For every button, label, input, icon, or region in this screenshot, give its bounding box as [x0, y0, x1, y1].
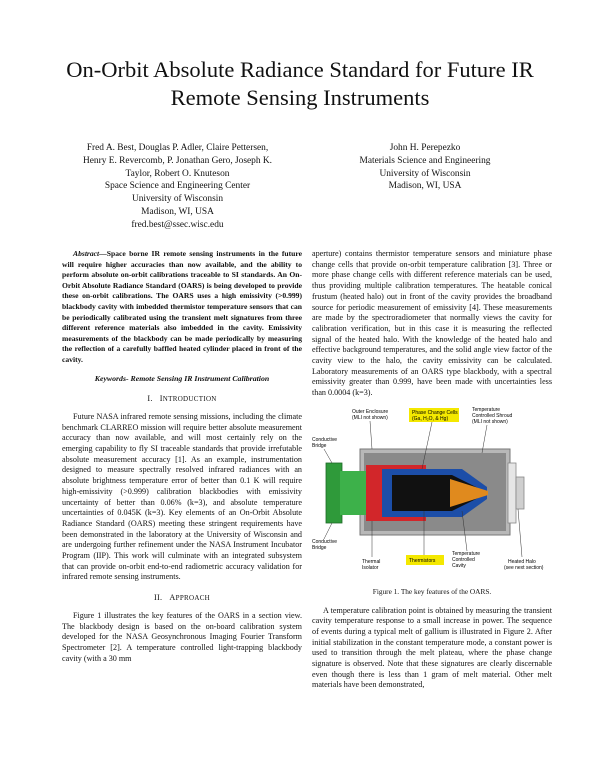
author-line: John H. Perepezko — [389, 143, 461, 153]
author-line: Henry E. Revercomb, P. Jonathan Gero, Joseph K. — [82, 155, 273, 166]
section-number: I. — [147, 394, 153, 404]
keywords: Keywords- Remote Sensing IR Instrument Calibration — [94, 373, 270, 383]
approach-paragraph: Figure 1 illustrates the key features of the OARS in a section view. The blackbody design is based on the on-board calibration system developed for the NASA Geosynchronous Imaging Fourier Transform Spectrometer [2]. A temperature controlled light-trapping blackbody cavity (with a 30 mm — [62, 610, 302, 663]
approach-paragraph-continued: aperture) contains thermistor temperature sensors and miniature phase change cells that provide on-orbit temperature calibration [3]. Three or more phase change cells with different reference materials can be used, thus providing multiple calibration temperatures. The heatable conical frustum (heated halo) out in front of the cavity provides the broadband source for periodic measurement of emissivity [4]. These measurements are made by the spectroradiometer that normally views the cavity for calibration verification, but in this case it is measuring the reflected signal of the heated halo. With the knowledge of the heated halo and effective background temperatures, and the solid angle view factor of the cavity view to the halo, the cavity emissivity can be calculated. Laboratory measurements of an OARS type blackbody, with a spectral emissivity greater than 0.999, have been made with uncertainties less than 0.0004 (k=3). — [312, 249, 552, 398]
abstract-label: Abstract — [73, 249, 100, 258]
label-isolator-line2: Isolator — [362, 564, 379, 571]
label-bridge-top-line2: Bridge — [312, 442, 327, 449]
halo-flange — [508, 463, 516, 523]
figure-1-caption: Figure 1. The key features of the OARS. — [372, 586, 492, 596]
label-phase-change-cells: Phase Change Cells — [412, 409, 458, 416]
section-title-rest: PPROACH — [175, 594, 211, 603]
affiliation-line: University of Wisconsin — [131, 194, 224, 205]
section-heading-approach — [62, 593, 302, 604]
label-thermal-isolator: Thermal — [362, 558, 381, 565]
affiliation-line: Madison, WI, USA — [141, 206, 214, 217]
label-conductive-bridge-top: Conductive — [312, 436, 338, 443]
label-temp-controlled-cavity: Temperature — [452, 550, 481, 557]
conductive-bridge-flange — [326, 463, 342, 523]
section-title-rest: NTRODUCTION — [162, 395, 217, 404]
section-initial: I — [159, 394, 163, 404]
label-cavity-line3: Cavity — [452, 562, 466, 569]
label-mli-1: (MLI not shown) — [352, 414, 388, 421]
abstract-text: —Space borne IR remote sensing instruments in the future will require higher accuracies than now available, and the ability to perform absolute on-orbit calibrations traceable to SI standards. An On-Orbit Absolute Radiance Standard (OARS) is being developed to provide these on-orbit calibrations. The OARS uses a high emissivity (>0.999) blackbody cavity with imbedded thermistor temperature sensors that can be periodically calibrated using the transient melt signatures from three different reference materials also imbedded in the cavity. Emissivity measurements of the blackbody can be made periodically by measuring the reflection of a carefully baffled heated cylinder placed in front of the cavity. — [62, 249, 302, 364]
right-column — [312, 249, 552, 691]
author-line: Fred A. Best, Douglas P. Adler, Claire Pettersen, — [86, 143, 269, 153]
authors-left — [45, 142, 310, 232]
author-email: fred.best@ssec.wisc.edu — [131, 219, 224, 230]
section-number: II. — [153, 593, 163, 603]
oars-section-diagram — [312, 405, 552, 583]
authors-right — [305, 142, 545, 193]
abstract — [62, 249, 302, 366]
label-heated-halo: Heated Halo — [508, 558, 536, 565]
left-column — [62, 249, 302, 664]
figure-1 — [312, 405, 552, 583]
introduction-paragraph: Future NASA infrared remote sensing missions, including the climate benchmark CLARREO mission will require better absolute measurement accuracy than now available, and will most certainly rely on the emerging capability to fly SI traceable standards that provide irrefutable absolute measurement accuracy [1]. As an example, instrumentation designed to measure spectrally resolved infrared radiances with an absolute brightness temperature error of better than 0.1 K will require high-emissivity (>0.999) calibration blackbodies with emissivity uncertainty of better than 0.06% (k=3), and absolute temperature uncertainties of 0.045K (k=3). Key elements of an On-Orbit Absolute Radiance Standard (OARS) meeting these stringent requirements have been demonstrated in the laboratory at the University of Wisconsin and are undergoing further refinement under the NASA Instrument Incubator Program (IIP). This work will culminate with an integrated subsystem that can provide on-orbit end-to-end radiometric accuracy validation for infrared remote sensing instruments. — [62, 411, 302, 582]
paper-title: On-Orbit Absolute Radiance Standard for Future IR Remote Sensing Instruments — [66, 57, 534, 110]
section-heading-introduction — [62, 394, 302, 405]
label-temp-controlled-shroud: Temperature — [472, 406, 501, 413]
calibration-paragraph: A temperature calibration point is obtained by measuring the transient cavity temperature response to a small increase in power. The sequence of events during a typical melt of gallium is illustrated in Figure 2. After initial stabilization in the constant temperature mode, a constant power is used to transition through the melt plateau, where the phase change signature is observed. Note that these signatures are clearly discernable even though there is less than 1 gram of melt material. Other melt materials have been demonstrated, — [312, 605, 552, 690]
label-pcc-materials: (Ga, H₂O, & Hg) — [412, 415, 449, 422]
label-outer-enclosure: Outer Enclosure — [352, 408, 389, 415]
label-cavity-line2: Controlled — [452, 556, 475, 563]
affiliation-line: Materials Science and Engineering — [359, 155, 491, 166]
author-line: Taylor, Robert O. Knuteson — [125, 168, 230, 179]
affiliation-line: University of Wisconsin — [379, 168, 471, 179]
affiliation-line: Space Science and Engineering Center — [104, 181, 251, 192]
label-halo-line2: (see next section) — [504, 564, 544, 571]
affiliation-line: Madison, WI, USA — [388, 181, 462, 192]
section-initial: A — [169, 593, 176, 603]
label-mli-2: (MLI not shown) — [472, 418, 508, 425]
label-conductive-bridge-bottom: Conductive — [312, 538, 338, 545]
label-shroud-line2: Controlled Shroud — [472, 412, 513, 419]
label-bridge-bottom-line2: Bridge — [312, 544, 327, 551]
label-thermistors: Thermistors — [409, 557, 436, 564]
